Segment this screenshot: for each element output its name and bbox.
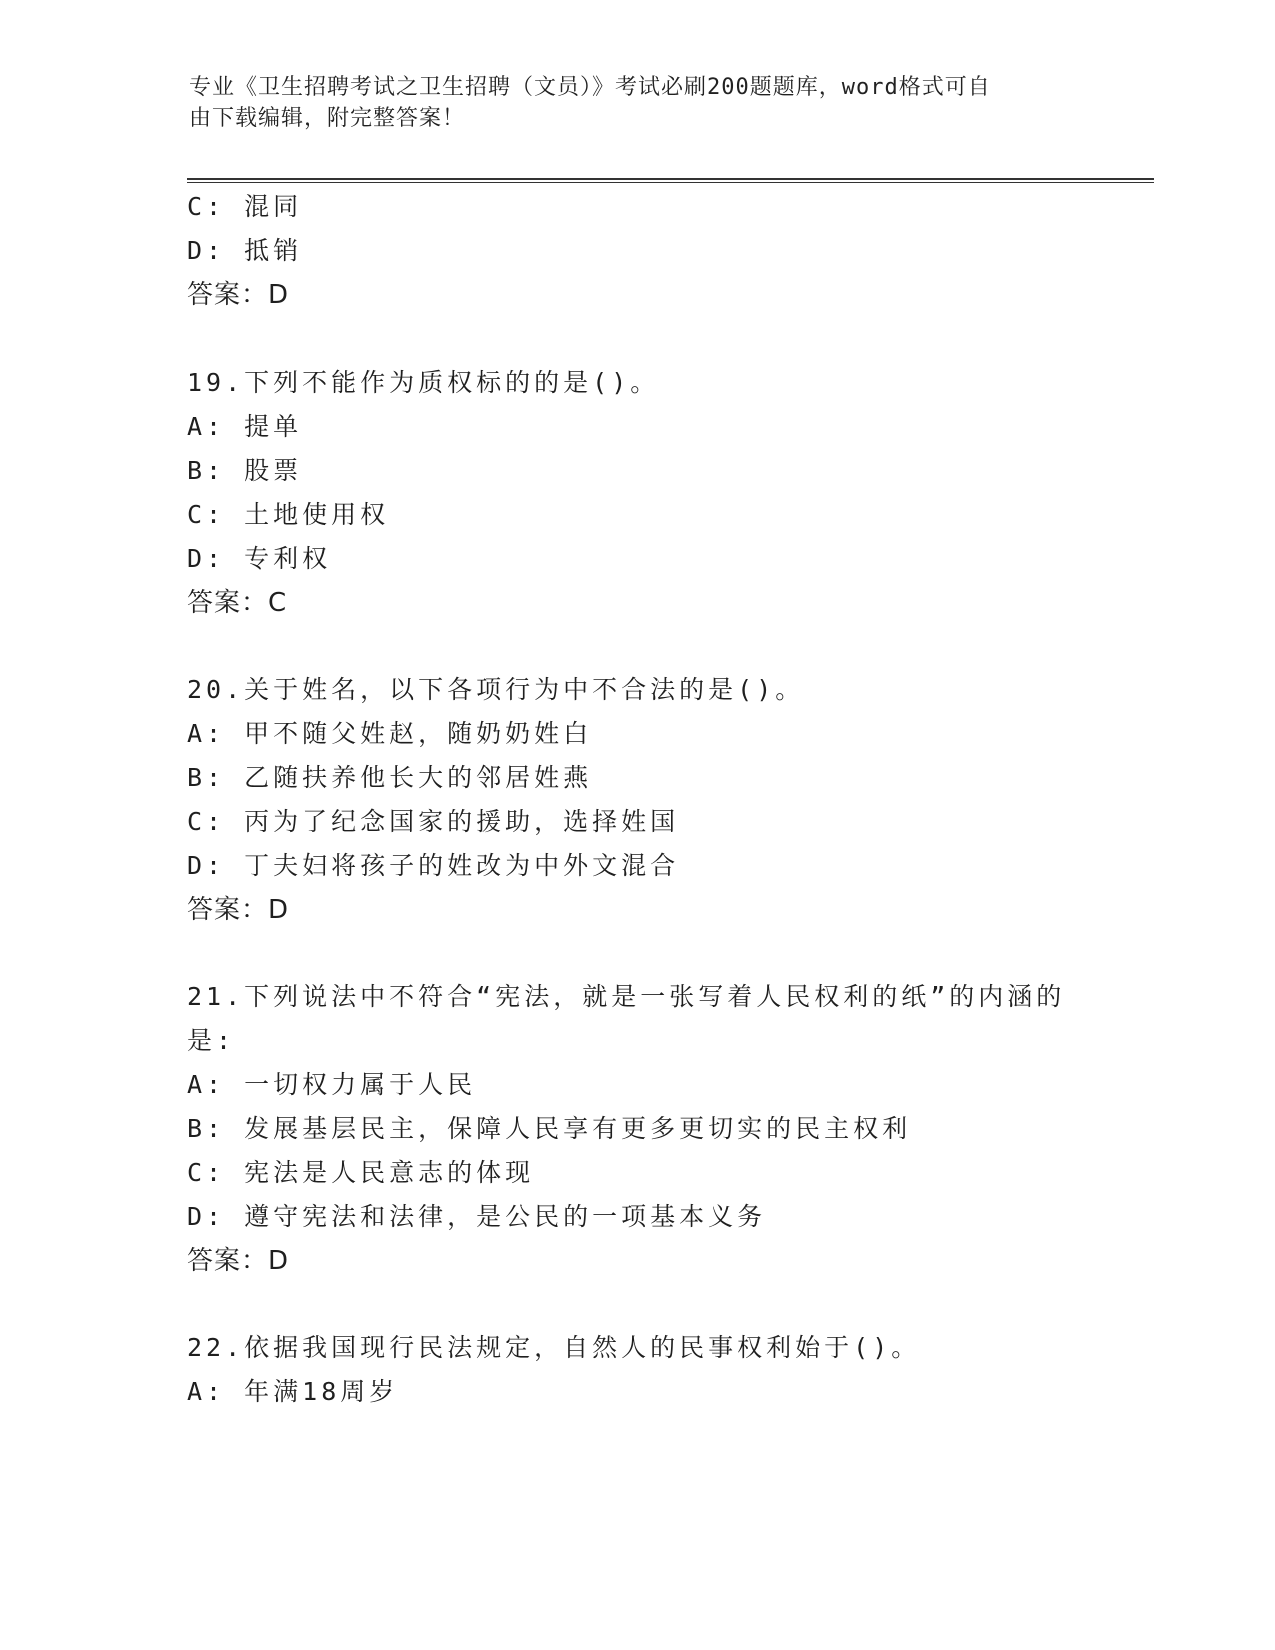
- option-d: D: 抵销: [187, 236, 303, 265]
- option-a: A: 年满18周岁: [187, 1377, 399, 1406]
- option-d: D: 遵守宪法和法律，是公民的一项基本义务: [187, 1202, 767, 1231]
- answer-line: 答案：D: [187, 1246, 290, 1276]
- header-line-2: 由下载编辑，附完整答案！: [189, 106, 466, 131]
- option-c: C: 土地使用权: [187, 500, 390, 529]
- option-c: C: 丙为了纪念国家的援助，选择姓国: [187, 807, 680, 836]
- option-c: C: 混同: [187, 192, 303, 221]
- option-a: A: 甲不随父姓赵，随奶奶姓白: [187, 719, 593, 748]
- question-stem: 22.依据我国现行民法规定，自然人的民事权利始于()。: [187, 1333, 921, 1362]
- option-b: B: 股票: [187, 456, 303, 485]
- question-stem: 20.关于姓名，以下各项行为中不合法的是()。: [187, 675, 805, 704]
- question-stem: 19.下列不能作为质权标的的是()。: [187, 368, 660, 397]
- answer-line: 答案：C: [187, 588, 288, 618]
- document-header: [189, 72, 1089, 134]
- option-c: C: 宪法是人民意志的体现: [187, 1158, 535, 1187]
- question-stem-continued: 是:: [187, 1026, 236, 1055]
- answer-line: 答案：D: [187, 895, 290, 925]
- option-b: B: 发展基层民主，保障人民享有更多更切实的民主权利: [187, 1114, 912, 1143]
- option-b: B: 乙随扶养他长大的邻居姓燕: [187, 763, 593, 792]
- answer-line: 答案：D: [187, 280, 290, 310]
- option-a: A: 一切权力属于人民: [187, 1070, 477, 1099]
- header-divider: [187, 178, 1154, 183]
- header-line-1: 专业《卫生招聘考试之卫生招聘（文员）》考试必刷200题题库，word格式可自: [189, 75, 991, 100]
- option-d: D: 专利权: [187, 544, 332, 573]
- question-stem: 21.下列说法中不符合“宪法，就是一张写着人民权利的纸”的内涵的: [187, 982, 1066, 1011]
- option-d: D: 丁夫妇将孩子的姓改为中外文混合: [187, 851, 680, 880]
- option-a: A: 提单: [187, 412, 303, 441]
